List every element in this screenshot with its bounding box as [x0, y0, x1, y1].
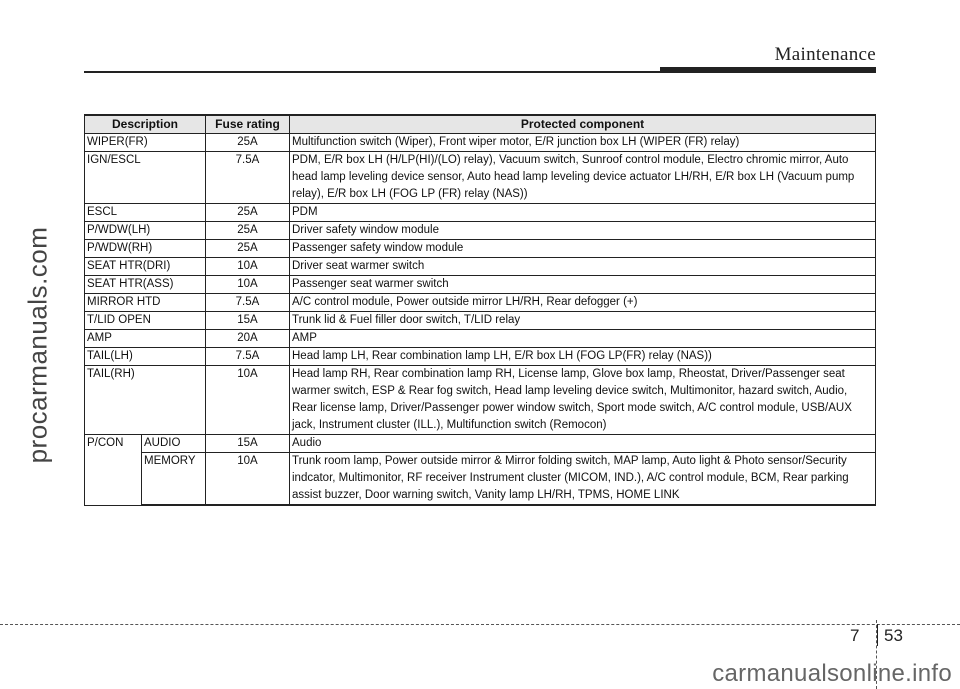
fuse-description: IGN/ESCL [85, 152, 206, 204]
column-header-protected-component: Protected component [290, 115, 876, 134]
table-row [85, 152, 876, 204]
fuse-description: TAIL(LH) [85, 348, 206, 366]
header-rule-thin [84, 71, 660, 73]
table-row [85, 240, 876, 258]
protected-component: Audio [290, 435, 876, 453]
column-header-description: Description [85, 115, 206, 134]
header-rule-thick [660, 67, 876, 73]
bottom-watermark: carmanualsonline.info [712, 660, 952, 687]
page-footer [0, 620, 960, 689]
fuse-rating: 10A [206, 258, 290, 276]
table-row [85, 348, 876, 366]
table-row [85, 312, 876, 330]
fuse-description-pcon: P/CON [85, 435, 142, 506]
fuse-sub-description: AUDIO [142, 435, 206, 453]
table-row [85, 258, 876, 276]
fuse-rating: 7.5A [206, 348, 290, 366]
protected-component: Driver seat warmer switch [290, 258, 876, 276]
fuse-sub-description: MEMORY [142, 453, 206, 506]
fuse-rating: 25A [206, 134, 290, 152]
protected-component: Trunk lid & Fuel filler door switch, T/LID relay [290, 312, 876, 330]
fuse-rating: 7.5A [206, 294, 290, 312]
table-header-row [85, 115, 876, 134]
fuse-rating: 10A [206, 366, 290, 435]
table-row [85, 134, 876, 152]
fuse-description: WIPER(FR) [85, 134, 206, 152]
table-row [85, 330, 876, 348]
column-header-fuse-rating: Fuse rating [206, 115, 290, 134]
protected-component: Multifunction switch (Wiper), Front wiper motor, E/R junction box LH (WIPER (FR) relay) [290, 134, 876, 152]
fuse-rating: 10A [206, 276, 290, 294]
table-row [85, 294, 876, 312]
fuse-rating: 7.5A [206, 152, 290, 204]
fuse-rating: 15A [206, 435, 290, 453]
protected-component: Head lamp LH, Rear combination lamp LH, E/R box LH (FOG LP(FR) relay (NAS)) [290, 348, 876, 366]
section-title: Maintenance [774, 44, 876, 65]
side-watermark: procarmanuals.com [22, 226, 53, 464]
protected-component: Driver safety window module [290, 222, 876, 240]
fuse-rating: 25A [206, 222, 290, 240]
fuse-description: SEAT HTR(ASS) [85, 276, 206, 294]
fuse-rating: 25A [206, 240, 290, 258]
table-row [85, 435, 876, 453]
page-number-divider [877, 624, 878, 646]
protected-component: PDM, E/R box LH (H/LP(HI)/(LO) relay), Vacuum switch, Sunroof control module, Electro chromic mirror, Auto head lamp leveling device sensor, Auto head lamp leveling device actuator LH/RH, E/R box LH (Vacuum pump relay), E/R box LH (FOG LP (FR) relay (NAS)) [290, 152, 876, 204]
fuse-rating: 20A [206, 330, 290, 348]
protected-component: A/C control module, Power outside mirror LH/RH, Rear defogger (+) [290, 294, 876, 312]
footer-dashed-line [0, 624, 960, 625]
table-row [85, 276, 876, 294]
protected-component: AMP [290, 330, 876, 348]
fuse-rating: 10A [206, 453, 290, 506]
fuse-description: P/WDW(LH) [85, 222, 206, 240]
fuse-description: T/LID OPEN [85, 312, 206, 330]
fuse-description: P/WDW(RH) [85, 240, 206, 258]
fuse-table [84, 114, 876, 506]
fuse-description: ESCL [85, 204, 206, 222]
fuse-description: TAIL(RH) [85, 366, 206, 435]
fuse-description: SEAT HTR(DRI) [85, 258, 206, 276]
fuse-description: MIRROR HTD [85, 294, 206, 312]
table-row [85, 453, 876, 506]
page-number: 53 [884, 626, 903, 645]
chapter-number: 7 [850, 626, 860, 645]
table-row [85, 204, 876, 222]
table-row [85, 222, 876, 240]
protected-component: PDM [290, 204, 876, 222]
fuse-rating: 15A [206, 312, 290, 330]
protected-component: Passenger seat warmer switch [290, 276, 876, 294]
protected-component: Passenger safety window module [290, 240, 876, 258]
fuse-description: AMP [85, 330, 206, 348]
protected-component: Head lamp RH, Rear combination lamp RH, License lamp, Glove box lamp, Rheostat, Driver/Passenger seat warmer switch, ESP & Rear fog switch, Head lamp leveling device switch, Multimonitor, hazard switch, Audio, Rear license lamp, Driver/Passenger power window switch, Sport mode switch, A/C control module, USB/AUX jack, Instrument cluster (ILL.), Multifunction switch (Remocon) [290, 366, 876, 435]
fuse-rating: 25A [206, 204, 290, 222]
table-row [85, 366, 876, 435]
protected-component: Trunk room lamp, Power outside mirror & Mirror folding switch, MAP lamp, Auto light & Photo sensor/Security indcator, Multimonitor, RF receiver Instrument cluster (MICOM, IND.), A/C control module, BCM, Rear parking assist buzzer, Door warning switch, Vanity lamp LH/RH, TPMS, HOME LINK [290, 453, 876, 506]
